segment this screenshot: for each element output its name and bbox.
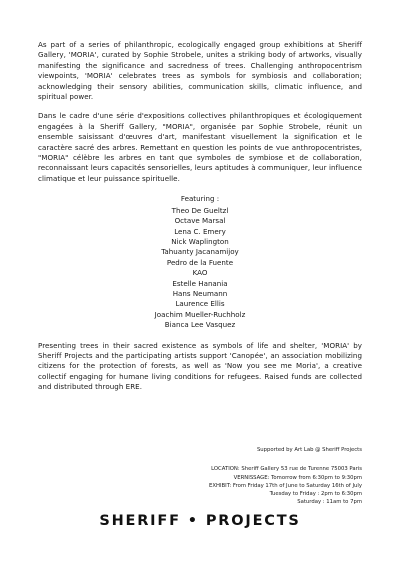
saturday-hours-line: Saturday : 11am to 7pm (297, 499, 362, 506)
exhibit-line: EXHIBIT: From Friday 17th of June to Saturday 16th of July (209, 482, 362, 489)
exhibition-info (62, 446, 362, 507)
weekday-hours-line: Tuesday to Friday : 2pm to 6:30pm (269, 491, 362, 498)
artist-name: Joachim Mueller-Ruchholz (154, 309, 246, 319)
artist-name: Nick Waplington (171, 236, 229, 246)
artist-name: Estelle Hanania (172, 278, 228, 288)
logo-sheriff: SHERIFF (99, 513, 181, 529)
artist-name: Laurence Ellis (175, 299, 225, 309)
logo-dot: • (187, 513, 199, 529)
intro-english: As part of a series of philanthropic, ecologically engaged group exhibitions at Sheriff Gallery, 'MORIA', curated by Sophie Strobele, unites a striking body of artworks, visually manifesting the significance and sacredness of trees. Challenging anthropocentrism viewpoints, 'MORIA' celebrates trees as symbols for symbiosis and collaboration; acknowledging their sensory abilities, communication skills, climatic influence, and spiritual power. (38, 40, 362, 102)
artist-name: Bianca Lee Vasquez (164, 320, 236, 330)
artist-name: Theo De Gueltzl (171, 205, 229, 215)
intro-french: Dans le cadre d'une série d'expositions collectives philanthropiques et écologiquement engagées à la Sheriff Gallery, "MORIA", organisée par Sophie Strobele, réunit un ensemble saisissant d'œuvres d'art, manifestant visuellement la signification et le caractère sacré des arbres. Remettant en question les points de vue anthropocentristes, "MORIA" célèbre les arbres en tant que symboles de symbiose et de collaboration, reconnaissant leurs capacités sensorielles, leurs aptitudes à communiquer, leur influence climatique et leur puissance spirituelle. (38, 111, 362, 183)
support-line: Supported by Art Lab @ Sheriff Projects (256, 447, 362, 453)
location-line: LOCATION: Sheriff Gallery 53 rue de Turenne 75003 Paris (211, 466, 362, 473)
artist-name: KAO (192, 268, 208, 278)
featuring-heading: Featuring : (180, 194, 220, 204)
artist-name: Hans Neumann (172, 288, 228, 298)
artist-name: Lena C. Emery (174, 226, 226, 236)
vernissage-line: VERNISSAGE: Tomorrow from 6:30pm to 9:30pm (233, 474, 362, 481)
artist-name: Octave Marsal (174, 216, 226, 226)
featuring-list (38, 194, 362, 330)
document-body (38, 40, 362, 393)
artist-name: Tahuanty Jacanamijoy (161, 247, 239, 257)
sheriff-projects-logo (0, 513, 400, 529)
logo-projects: PROJECTS (205, 513, 301, 529)
artist-name: Pedro de la Fuente (166, 257, 234, 267)
closing-paragraph: Presenting trees in their sacred existence as symbols of life and shelter, 'MORIA' by Sheriff Projects and the participating artists support 'Canopée', an association mobilizing citizens for the protection of forests, as well as 'Now you see me Moria', a creative collectif engaging for humane living conditions for refugees. Raised funds are collected and distributed through ERE. (38, 340, 362, 392)
